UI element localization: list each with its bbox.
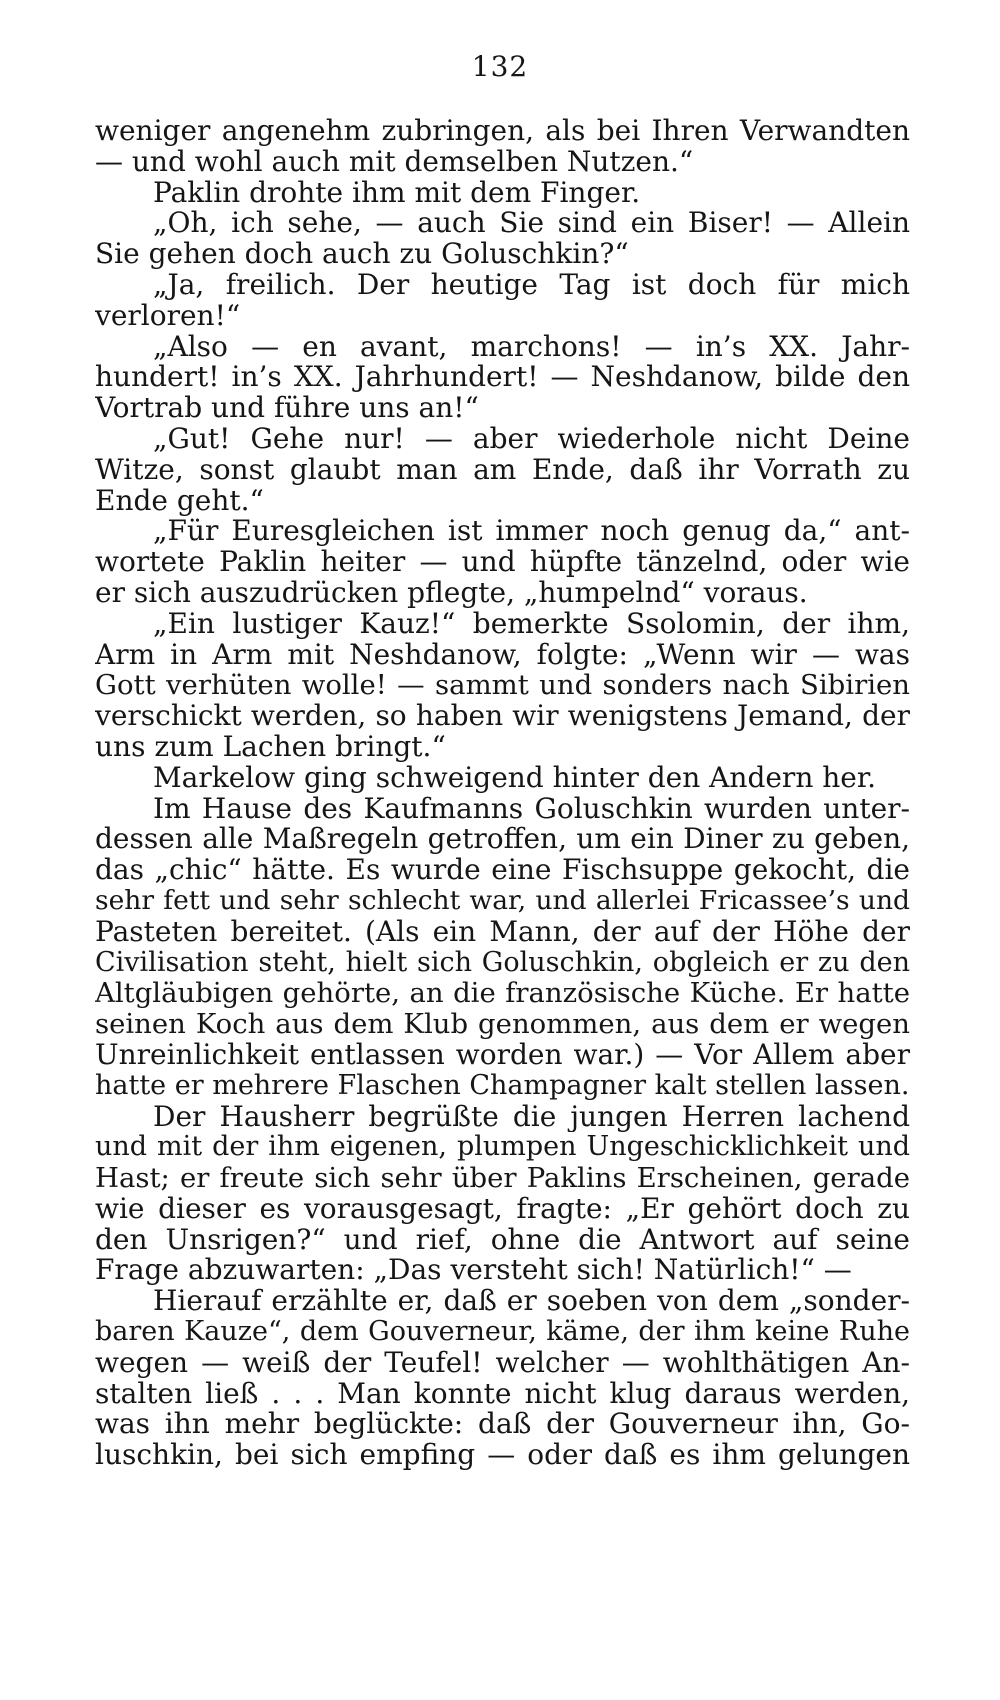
text-line: das „chic“ hätte. Es wurde eine Fischsuppe gekocht, die — [95, 855, 910, 886]
text-line: Der Hausherr begrüßte die jungen Herren lachend — [153, 1101, 910, 1133]
text-line: Gott verhüten wolle! — sammt und sonders nach Sibirien — [95, 670, 910, 702]
text-line: wie dieser es vorausgesagt, fragte: „Er gehört doch zu — [95, 1193, 910, 1225]
text-line: „Für Euresgleichen ist immer noch genug da,“ ant- — [153, 516, 910, 548]
text-line: uns zum Lachen bringt.“ — [95, 731, 446, 763]
text-line: — und wohl auch mit demselben Nutzen.“ — [95, 146, 694, 178]
text-line: Pasteten bereitet. (Als ein Mann, der auf der Höhe der — [95, 916, 910, 948]
text-line: Witze, sonst glaubt man am Ende, daß ihr Vorrath zu — [95, 454, 910, 486]
text-line: „Ein lustiger Kauz!“ bemerkte Ssolomin, der ihm, — [153, 608, 910, 640]
text-line: „Gut! Gehe nur! — aber wiederhole nicht Deine — [153, 423, 910, 455]
text-line: baren Kauze“, dem Gouverneur, käme, der ihm keine Ruhe — [95, 1317, 910, 1348]
text-line: „Oh, ich sehe, — auch Sie sind ein Biser! — Allein — [153, 208, 910, 240]
text-line: Paklin drohte ihm mit dem Finger. — [153, 177, 641, 209]
text-line: Civilisation steht, hielt sich Goluschkin, obgleich er zu den — [95, 947, 910, 978]
text-line: Arm in Arm mit Neshdanow, folgte: „Wenn wir — was — [95, 639, 910, 671]
text-line: seinen Koch aus dem Klub genommen, aus dem er wegen — [95, 1009, 910, 1040]
text-line: hundert! in’s XX. Jahrhundert! — Neshdanow, bilde den — [95, 362, 910, 394]
text-line: Unreinlichkeit entlassen worden war.) — Vor Allem aber — [95, 1039, 910, 1071]
text-line: luschkin, bei sich empfing — oder daß es ihm gelungen — [95, 1440, 910, 1472]
text-line: verloren!“ — [95, 300, 241, 332]
text-line: was ihn mehr beglückte: daß der Gouverneur ihn, Go- — [95, 1409, 910, 1441]
text-line: Altgläubigen gehörte, an die französische Küche. Er hatte — [95, 978, 910, 1010]
text-line: sehr fett und sehr schlecht war, und allerlei Fricassee’s und — [95, 885, 910, 916]
text-line: Sie gehen doch auch zu Goluschkin?“ — [95, 239, 629, 270]
body-text — [95, 116, 910, 1471]
text-line: den Unsrigen?“ und rief, ohne die Antwort auf seine — [95, 1224, 910, 1256]
text-line: Im Hause des Kaufmanns Goluschkin wurden unter- — [153, 793, 910, 825]
text-line: Hast; er freute sich sehr über Paklins Erscheinen, gerade — [95, 1163, 910, 1194]
text-line: verschickt werden, so haben wir wenigstens Jemand, der — [95, 701, 910, 732]
text-line: wegen — weiß der Teufel! welcher — wohlthätigen An- — [95, 1347, 910, 1379]
page-number: 132 — [471, 50, 529, 83]
text-line: wortete Paklin heiter — und hüpfte tänzelnd, oder wie — [95, 547, 910, 578]
text-line: Frage abzuwarten: „Das versteht sich! Natürlich!“ — — [95, 1255, 852, 1287]
text-line: „Ja, freilich. Der heutige Tag ist doch für mich — [153, 269, 910, 301]
text-line: Ende geht.“ — [95, 485, 264, 517]
text-line: stalten ließ . . . Man konnte nicht klug daraus werden, — [95, 1378, 910, 1410]
text-line: weniger angenehm zubringen, als bei Ihren Verwandten — [95, 116, 910, 147]
text-line: hatte er mehrere Flaschen Champagner kalt stellen lassen. — [95, 1070, 910, 1101]
text-line: Vortrab und führe uns an!“ — [95, 393, 479, 424]
text-line: Hierauf erzählte er, daß er soeben von dem „sonder- — [153, 1286, 910, 1318]
text-line: Markelow ging schweigend hinter den Andern her. — [153, 762, 877, 794]
text-line: „Also — en avant, marchons! — in’s XX. Jahr- — [153, 331, 910, 363]
text-line: dessen alle Maßregeln getroffen, um ein Diner zu geben, — [95, 824, 910, 856]
text-line: er sich auszudrücken pflegte, „humpelnd“ voraus. — [95, 577, 808, 609]
text-line: und mit der ihm eigenen, plumpen Ungeschicklichkeit und — [95, 1132, 910, 1163]
